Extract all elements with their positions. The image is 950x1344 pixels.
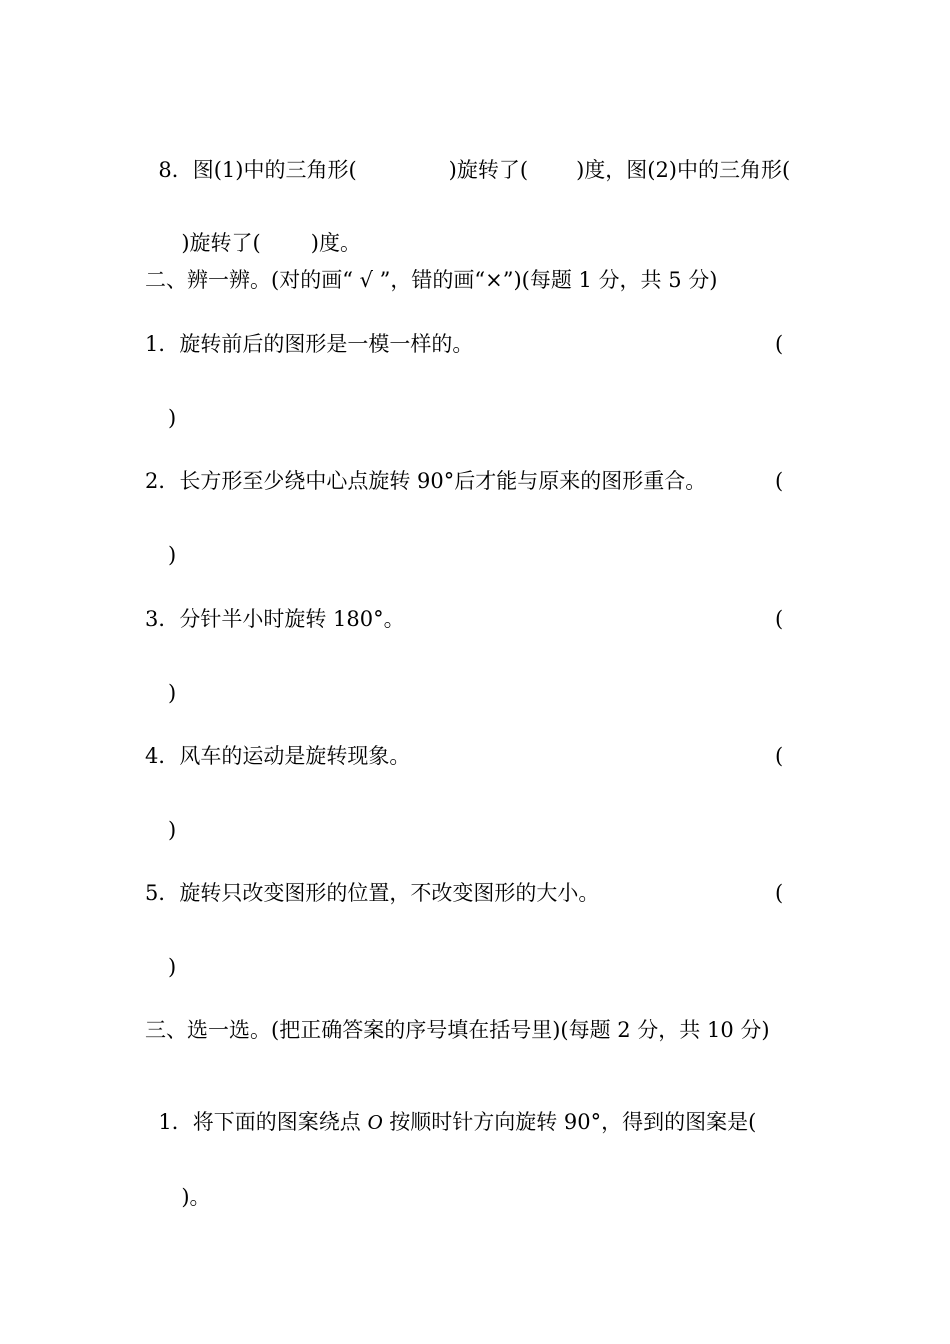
- judge-item-3-open-paren[interactable]: (: [775, 607, 784, 631]
- judge-item-1-open-paren[interactable]: (: [775, 332, 784, 356]
- judge-item-3-close-paren: ): [168, 681, 177, 705]
- judge-item-1-close-paren: ): [168, 406, 177, 430]
- q8-text-4: )旋转了(: [181, 231, 261, 255]
- judge-item-2-open-paren[interactable]: (: [775, 469, 784, 493]
- choice-q1-text-1: 1．将下面的图案绕点: [158, 1110, 368, 1134]
- choice-q1-answer-close[interactable]: )。: [181, 1185, 211, 1209]
- judge-item-3: 3．分针半小时旋转 180°。: [145, 607, 405, 631]
- section2-heading: 二、辨一辨。(对的画“ √ ”，错的画“×”)(每题 1 分，共 5 分): [145, 268, 718, 292]
- q8-line1: [145, 128, 790, 184]
- judge-item-5-open-paren[interactable]: (: [775, 881, 784, 905]
- q8-text-5: )度。: [310, 231, 361, 255]
- judge-item-5: 5．旋转只改变图形的位置，不改变图形的大小。: [145, 881, 600, 905]
- judge-item-4-open-paren[interactable]: (: [775, 744, 784, 768]
- judge-item-2: 2．长方形至少绕中心点旋转 90°后才能与原来的图形重合。: [145, 469, 707, 493]
- judge-item-5-close-paren: ): [168, 955, 177, 979]
- judge-item-1: 1．旋转前后的图形是一模一样的。: [145, 332, 474, 356]
- q8-text-1: 8．图(1)中的三角形(: [158, 158, 357, 182]
- q8-text-2: )旋转了(: [448, 158, 529, 182]
- choice-q1-line1: [145, 1080, 756, 1136]
- section3-heading: 三、选一选。(把正确答案的序号填在括号里)(每题 2 分，共 10 分): [145, 1018, 770, 1042]
- judge-item-4: 4．风车的运动是旋转现象。: [145, 744, 411, 768]
- choice-q1-text-2: 按顺时针方向旋转 90°，得到的图案是(: [382, 1110, 757, 1134]
- choice-q1-point-label: O: [367, 1110, 383, 1134]
- choice-q1-line2: [168, 1155, 211, 1211]
- q8-text-3: )度，图(2)中的三角形(: [576, 158, 791, 182]
- q8-line2: [168, 201, 361, 257]
- judge-item-2-close-paren: ): [168, 543, 177, 567]
- judge-item-4-close-paren: ): [168, 818, 177, 842]
